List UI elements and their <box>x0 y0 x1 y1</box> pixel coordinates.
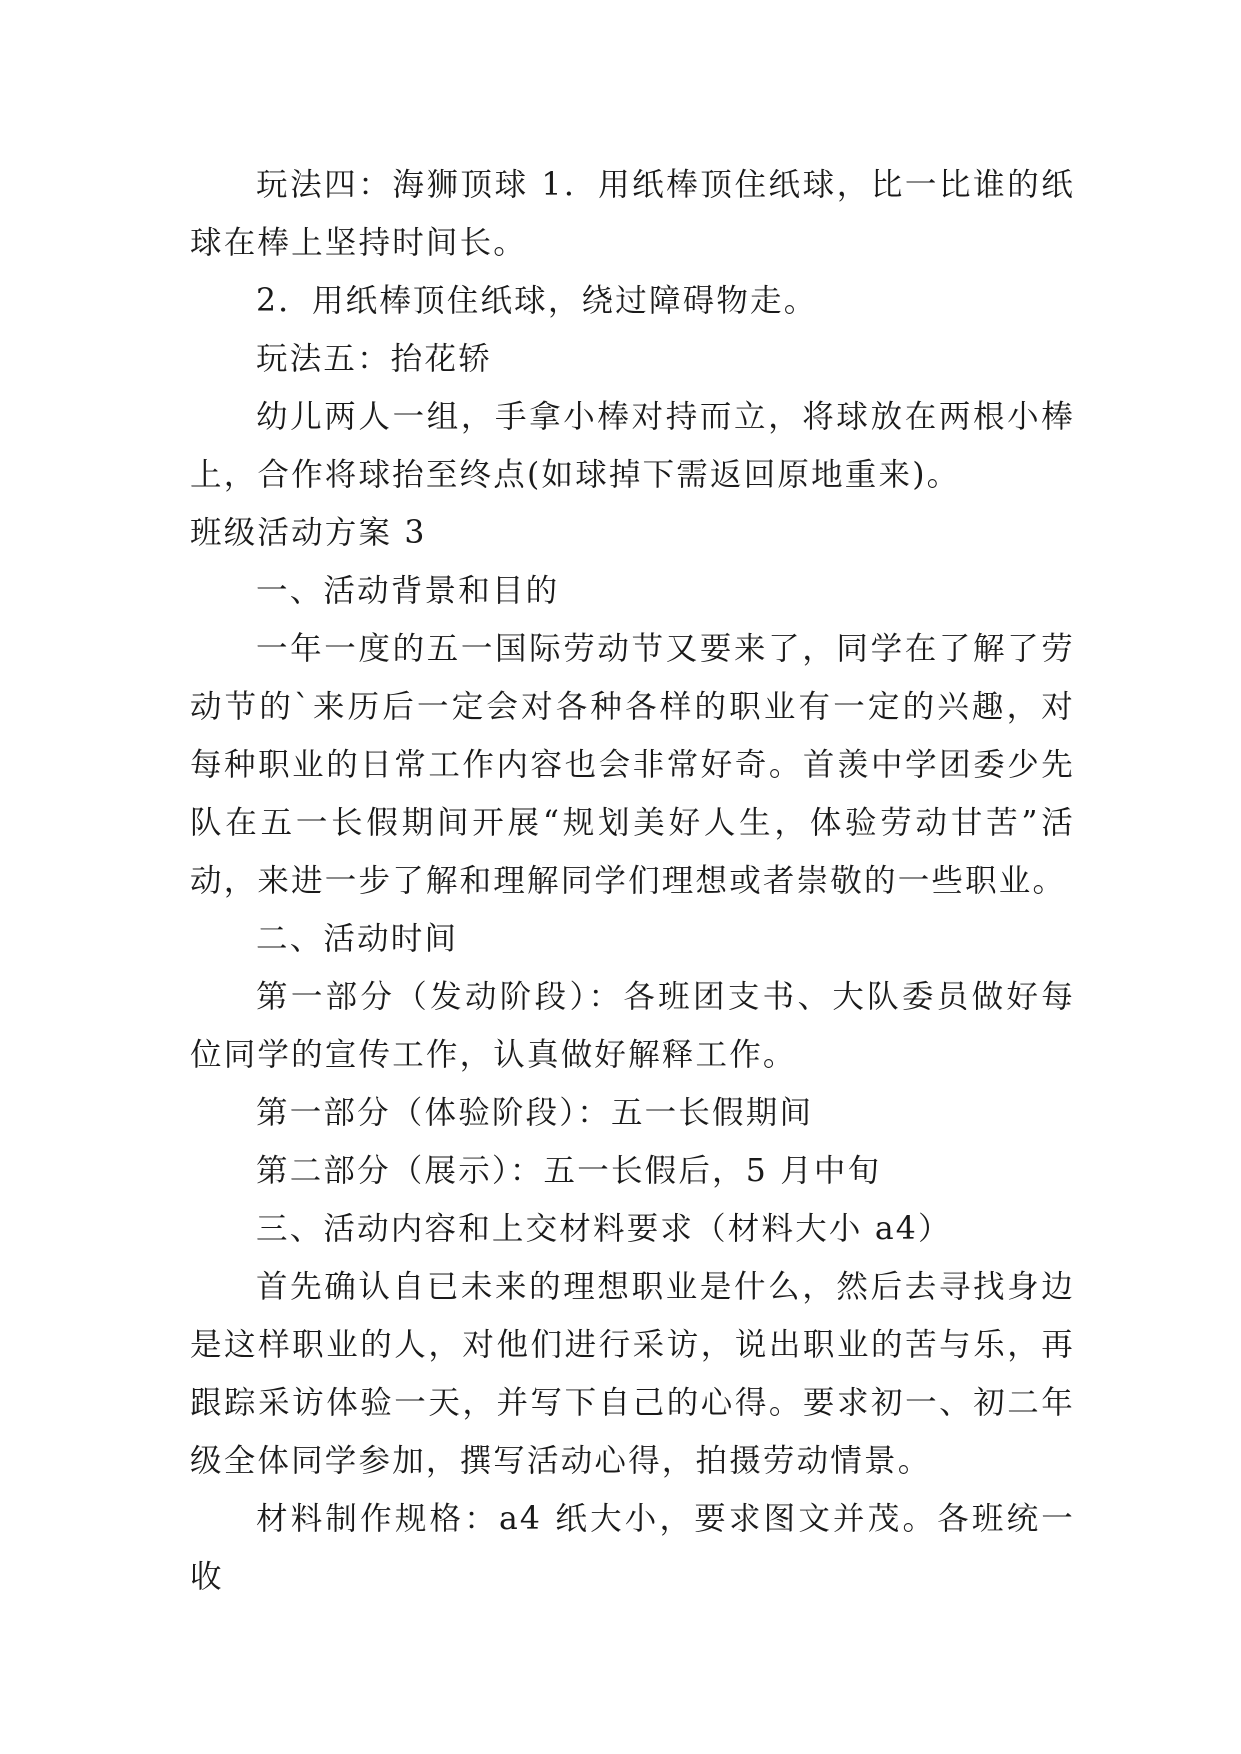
paragraph: 首先确认自已未来的理想职业是什么，然后去寻找身边是这样职业的人，对他们进行采访，说出职业的苦与乐，再跟踪采访体验一天，并写下自己的心得。要求初一、初二年级全体同学参加，撰写活动心得，拍摄劳动情景。 <box>190 1269 1075 1479</box>
paragraph: 第二部分（展示）：五一长假后，5 月中旬 <box>256 1153 882 1189</box>
paragraph: 玩法四：海狮顶球 1．用纸棒顶住纸球，比一比谁的纸球在棒上坚持时间长。 <box>190 167 1075 261</box>
section-title: 班级活动方案 3 <box>190 515 427 551</box>
paragraph: 材料制作规格：a4 纸大小，要求图文并茂。各班统一收 <box>190 1501 1075 1595</box>
paragraph: 幼儿两人一组，手拿小棒对持而立，将球放在两根小棒上，合作将球抬至终点(如球掉下需返回原地重来)。 <box>190 399 1075 493</box>
paragraph: 第一部分（发动阶段）：各班团支书、大队委员做好每位同学的宣传工作，认真做好解释工作。 <box>190 979 1075 1073</box>
paragraph: 2．用纸棒顶住纸球，绕过障碍物走。 <box>256 283 818 319</box>
paragraph: 第一部分（体验阶段）：五一长假期间 <box>256 1095 814 1131</box>
document-body <box>190 156 1075 1606</box>
section-heading: 一、活动背景和目的 <box>256 573 560 609</box>
section-heading: 二、活动时间 <box>256 921 459 957</box>
paragraph: 玩法五：抬花轿 <box>256 341 492 377</box>
section-heading: 三、活动内容和上交材料要求（材料大小 a4） <box>256 1211 952 1247</box>
paragraph: 一年一度的五一国际劳动节又要来了，同学在了解了劳动节的`来历后一定会对各种各样的职业有一定的兴趣，对每种职业的日常工作内容也会非常好奇。首羡中学团委少先队在五一长假期间开展“规划美好人生，体验劳动甘苦”活动，来进一步了解和理解同学们理想或者崇敬的一些职业。 <box>190 631 1075 899</box>
